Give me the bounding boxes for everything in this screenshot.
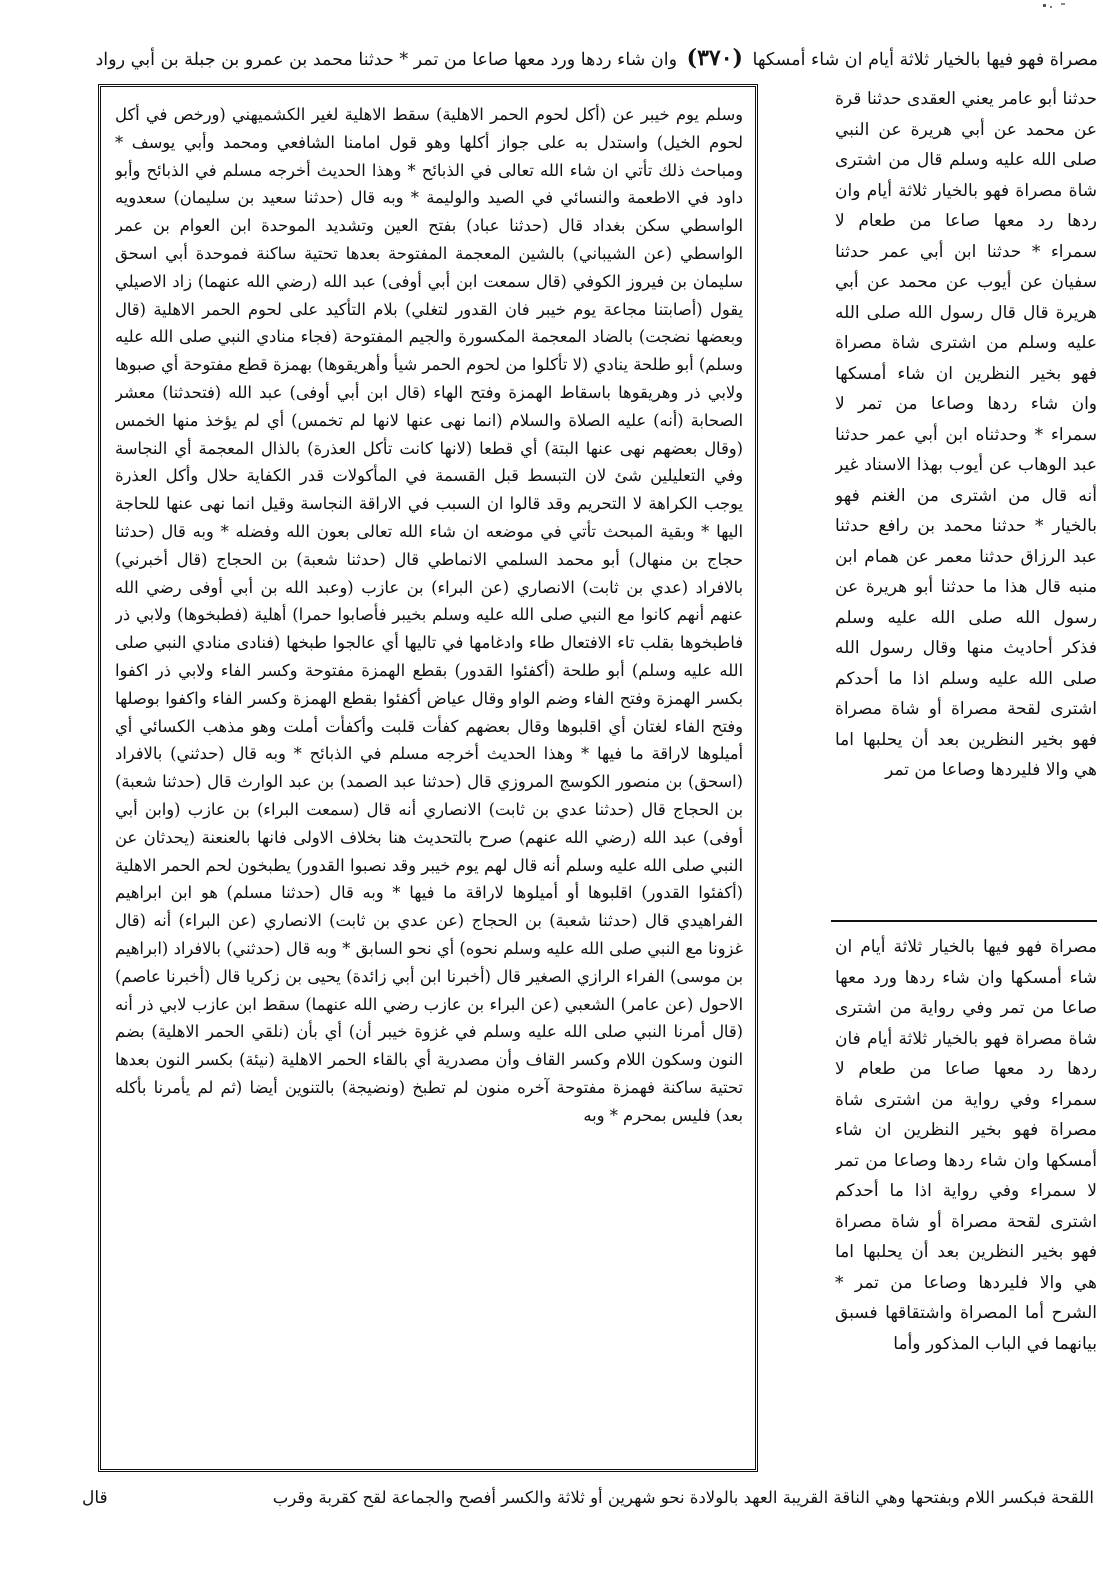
commentary-text: مصراة فهو فيها بالخيار ثلاثة أيام ان شاء أمسكها وان شاء ردها ورد معها صاعا من تمر وفي رواية من اشترى شاة مصراة فهو بالخيار ثلاثة أيام فان ردها رد معها صاعا من طعام لا سمراء وفي رواية من اشترى شاة مصراة فهو بخير النظرين ان شاء أمسكها وان شاء ردها وصاعا من تمر لا سمراء وفي رواية اذا ما أحدكم اشترى لقحة مصراة أو شاة مصراة فهو بخير النظرين بعد أن يحلبها اما هي والا فليردها وصاعا من تمر * الشرح أما المصراة واشتقاقها فسبق بيانهما في الباب المذكور وأما <box>835 937 1097 1354</box>
page-number: (٣٧٠) <box>686 45 743 71</box>
scan-speck <box>1041 2 1101 12</box>
margin-text: حدثنا أبو عامر يعني العقدى حدثنا قرة عن محمد عن أبي هريرة عن النبي صلى الله عليه وسلم قال من اشترى شاة مصراة فهو بالخيار ثلاثة أيام وان ردها رد معها صاعا من طعام لا سمراء * حدثنا ابن أبي عمر حدثنا سفيان عن أيوب عن محمد عن أبي هريرة قال قال رسول الله صلى الله عليه وسلم من اشترى شاة مصراة فهو بخير النظرين ان شاء أمسكها وان شاء ردها وصاعا من تمر لا سمراء * وحدثناه ابن أبي عمر حدثنا عبد الوهاب عن أيوب بهذا الاسناد غير أنه قال من اشترى من الغنم فهو بالخيار * حدثنا محمد بن رافع حدثنا عبد الرزاق حدثنا معمر عن همام ابن منبه قال هذا ما حدثنا أبو هريرة عن رسول الله صلى الله عليه وسلم فذكر أحاديث منها وقال رسول الله صلى الله عليه وسلم اذا ما أحدكم اشترى لقحة مصراة أو شاة مصراة فهو بخير النظرين بعد أن يحلبها اما هي والا فليردها وصاعا من تمر <box>835 89 1097 780</box>
margin-hadith-column <box>835 84 1097 914</box>
footer-text: اللقحة فبكسر اللام وبفتحها وهي الناقة القريبة العهد بالولادة نحو شهرين أو ثلاثة والكسر أفصح والجماعة لقح كقربة وقرب <box>272 1488 1094 1507</box>
header-text-left: وان شاء ردها ورد معها صاعا من تمر * حدثنا محمد بن عمرو بن جبلة بن أبي رواد <box>95 50 678 70</box>
main-text: وسلم يوم خيبر عن (أكل لحوم الحمر الاهلية) سقط الاهلية لغير الكشميهني (ورخص في أكل لحوم الخيل) واستدل به على جواز أكلها وهو قول امامنا الشافعي ومحمد وأبي يوسف * ومباحث ذلك تأتي ان شاء الله تعالى في الذبائح * وهذا الحديث أخرجه مسلم في الذبائح وأبو داود في الاطعمة والنسائي في الصيد والوليمة * وبه قال (حدثنا سعيد بن سليمان) سعدويه الواسطي سكن بغداد قال (حدثنا عباد) بفتح العين وتشديد الموحدة ابن العوام بن عمر الواسطي (عن الشيباني) بالشين المعجمة المفتوحة بعدها تحتية ساكنة فموحدة أبي اسحق سليمان بن فيروز الكوفي (قال سمعت ابن أبي أوفى) عبد الله (رضي الله عنهما) زاد الاصيلي يقول (أصابتنا مجاعة يوم خيبر فان القدور لتغلي) بلام التأكيد على لحوم الحمر الاهلية (قال وبعضها نضجت) بالضاد المعجمة المكسورة والجيم المفتوحة (فجاء منادي النبي صلى الله عليه وسلم) أبو طلحة ينادي (لا تأكلوا من لحوم الحمر شيأ وأهريقوها) بهمزة قطع مفتوحة أي صبوها ولابي ذر وهريقوها باسقاط الهمزة وفتح الهاء (قال ابن أبي أوفى) عبد الله (فتحدثنا) معشر الصحابة (أنه) عليه الصلاة والسلام (انما نهى عنها لانها لم تخمس) أي لم يؤخذ منها الخمس (وقال بعضهم نهى عنها البتة) أي قطعا (لانها كانت تأكل العذرة) بالذال المعجمة أي النجاسة وفي التعليلين شئ لان التبسط قبل القسمة في المأكولات قدر الكفاية حلال وأكل العذرة يوجب الكراهة لا التحريم وقد قالوا ان السبب في الاراقة النجاسة وقيل انما نهى عنها للحاجة اليها * وبقية المبحث تأتي في موضعه ان شاء الله تعالى بعون الله وفضله * وبه قال (حدثنا حجاج بن منهال) أبو محمد السلمي الانماطي قال (حدثنا شعبة) بن الحجاج (قال أخبرني) بالافراد (عدي بن ثابت) الانصاري (عن البراء) بن عازب (وعبد الله بن أبي أوفى رضي الله عنهم أنهم كانوا مع النبي صلى الله عليه وسلم بخيبر فأصابوا حمرا) أهلية (فطبخوها) ولابي ذر فاطبخوها بقلب تاء الافتعال طاء وادغامها في تاليها أي عالجوا طبخها (فنادى منادي النبي صلى الله عليه وسلم) أبو طلحة (أكفئوا القدور) بقطع الهمزة مفتوحة وكسر الفاء ولابي ذر اكفوا بكسر الهمزة وفتح الفاء وضم الواو وقال عياض أكفئوا بقطع الهمزة وكسر الفاء واكفوا بوصلها وفتح الفاء لغتان أي اقلبوها وقال بعضهم كفأت قلبت وأكفأت أملت وهو مذهب الكسائي أي أميلوها لاراقة ما فيها * وهذا الحديث أخرجه مسلم في الذبائح * وبه قال (حدثني) بالافراد (اسحق) بن منصور الكوسج المروزي قال (حدثنا عبد الصمد) بن عبد الوارث قال (حدثنا شعبة) بن الحجاج قال (حدثنا عدي بن ثابت) الانصاري أنه قال (سمعت البراء) بن عازب (وابن أبي أوفى) عبد الله (رضي الله عنهم) صرح بالتحديث هنا بخلاف الاولى فانها بالعنعنة (يحدثان عن النبي صلى الله عليه وسلم أنه قال لهم يوم خيبر وقد نصبوا القدور) يطبخون لحم الحمر الاهلية (أكفئوا القدور) اقلبوها أو أميلوها لاراقة ما فيها * وبه قال (حدثنا مسلم) هو ابن ابراهيم الفراهيدي قال (حدثنا شعبة) بن الحجاج (عن عدي بن ثابت) الانصاري (عن البراء) أنه (قال غزونا مع النبي صلى الله عليه وسلم نحوه) أي نحو السابق * وبه قال (حدثني) بالافراد (ابراهيم بن موسى) الفراء الرازي الصغير قال (أخبرنا ابن أبي زائدة) يحيى بن زكريا قال (أخبرنا عاصم) الاحول (عن عامر) الشعبي (عن البراء بن عازب رضي الله عنهما) سقط ابن عازب لابي ذر أنه (قال أمرنا النبي صلى الله عليه وسلم في غزوة خيبر أن) أي بأن (نلقي الحمر الاهلية) بضم النون وسكون اللام وكسر القاف وأن مصدرية أي بالقاء الحمر الاهلية (نيئة) بكسر النون بعدها تحتية ساكنة فهمزة مفتوحة آخره منون لم تطبخ (ونضيجة) بالتنوين أيضا (ثم لم يأمرنا بأكله بعد) فليس بمحرم * وبه <box>115 105 743 1125</box>
margin-commentary-column <box>835 932 1097 1472</box>
main-text-frame <box>98 84 758 1472</box>
main-commentary-body <box>115 101 743 1463</box>
margin-divider <box>831 920 1097 922</box>
footer-continuation <box>100 1480 1094 1516</box>
catchword: قال <box>82 1488 108 1508</box>
running-header <box>58 38 1098 78</box>
header-text-right: مصراة فهو فيها بالخيار ثلاثة أيام ان شاء أمسكها <box>752 50 1098 70</box>
